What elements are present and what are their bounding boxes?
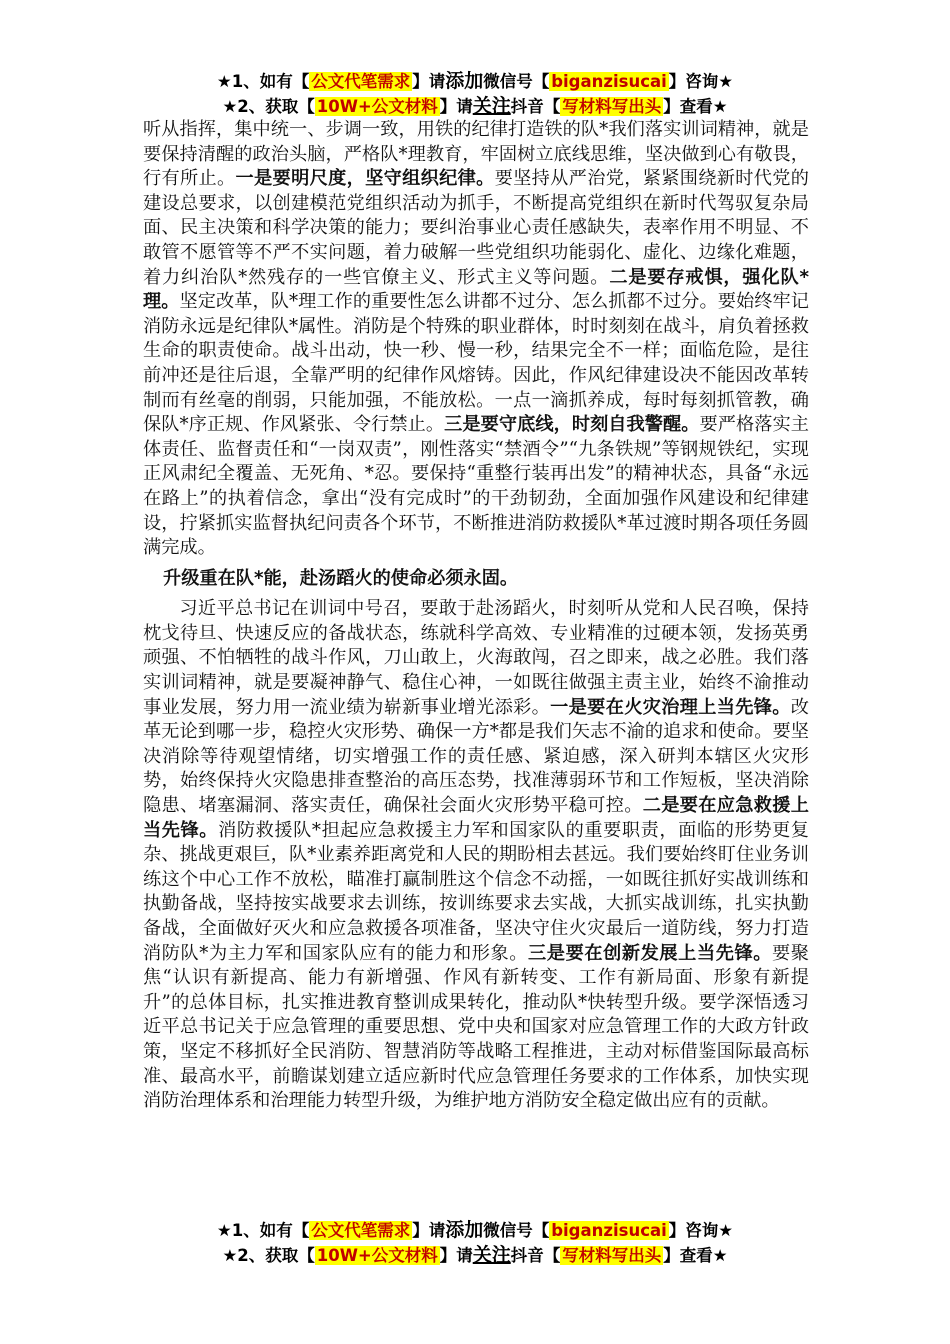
paragraph-text: 要严格落实主体责任、监督责任和“一岗双责”，刚性落实“禁酒令”“九条铁规”等钢规铁纪，实现正风肃纪全覆盖、无死角、*忍。要保持“重整行装再出发”的精神状态，具备“永远在路上”的执着信念，拿出“没有完成时”的干劲韧劲，全面加强作风建设和纪律建设，拧紧抓实监督执纪问责各个环节，不断推进消防救援队*革过渡时期各项任务圆满完成。 xyxy=(143,414,809,559)
promo-emphasis: 添加 xyxy=(445,1219,484,1241)
promo-suffix: 】查看★ xyxy=(663,97,728,116)
paragraph-text: 习近平总书记在训词中号召，要敢于赴汤蹈火，时刻听从党和人民召唤，保持枕戈待旦、快速反应的备战状态，练就科学高效、专业精准的过硬本领，发扬英勇顽强、不怕牺牲的战斗作风，刀山敢上，火海敢闯，召之即来，战之必胜。我们落实训词精神，就是要凝神静气、稳住心神，一如既往做强主责主业，始终不渝推动事业发展，努力用一流业绩为崭新事业增光添彩。 xyxy=(143,598,809,718)
promo-highlight: 公文代笔需求 xyxy=(311,1221,411,1240)
promo-highlight: 公文代笔需求 xyxy=(311,72,411,91)
paragraph-text: 消防救援队*担起应急救援主力军和国家队的重要职责，面临的形势更复杂、挑战更艰巨，队*业素养距离党和人民的期盼相去甚远。我们要始终盯住业务训练这个中心工作不放松，瞄准打赢制胜这个信念不动摇，一如既往抓好实战训练和执勤备战，坚持按实战要求去训练，按训练要求去实战，大抓实战训练，扎实执勤备战，全面做好灭火和应急救援各项准备，坚决守住火灾最后一道防线，努力打造消防队*为主力军和国家队应有的能力和形象。 xyxy=(143,819,809,964)
bold-lead-sentence: 三是要在创新发展上当先锋。 xyxy=(528,942,773,964)
section-heading: 升级重在队*能，赴汤蹈火的使命必须永固。 xyxy=(163,567,519,589)
bold-lead-sentence: 一是要明尺度，坚守组织纪律。 xyxy=(235,168,495,190)
promo-line-2 xyxy=(0,94,950,119)
promo-text: 微信号【 xyxy=(483,1221,550,1240)
promo-douyin-name: 写材料写出头 xyxy=(562,1246,662,1265)
bold-lead-sentence: 二是要在应急救援上当先锋。 xyxy=(143,795,809,841)
paragraph xyxy=(143,118,809,561)
paragraph-text: 要聚焦“认识有新提高、能力有新增强、作风有新转变、工作有新局面、形象有新提升”的总体目标，扎实推进教育整训成果转化，推动队*快转型升级。要学深悟透习近平总书记关于应急管理的重要思想、党中央和国家对应急管理工作的大政方针政策，坚定不移抓好全民消防、智慧消防等战略工程推进，主动对标借鉴国际最高标准、最高水平，前瞻谋划建立适应新时代应急管理任务要求的工作体系，加快实现消防治理体系和治理能力转型升级，为维护地方消防安全稳定做出应有的贡献。 xyxy=(143,942,809,1112)
promo-text: 抖音【 xyxy=(510,1246,561,1265)
promo-text: 】请 xyxy=(412,72,446,91)
promo-line-2-footer xyxy=(0,1243,950,1268)
promo-line-1-footer xyxy=(0,1218,950,1243)
paragraph-text: 坚定改革，队*理工作的重要性怎么讲都不过分、怎么抓都不过分。要始终牢记消防永远是纪律队*属性。消防是个特殊的职业群体，时时刻刻在战斗，肩负着拯救生命的职责使命。战斗出动，快一秒、慢一秒，结果完全不一样；面临危险，是往前冲还是往后退，全靠严明的纪律作风熔铸。因此，作风纪律建设决不能因改革转制而有丝毫的削弱，只能加强，不能放松。一点一滴抓养成，每时每刻抓管教，确保队*序正规、作风紧张、令行禁止。 xyxy=(143,291,809,436)
promo-suffix: 】咨询★ xyxy=(668,1221,734,1240)
promo-text: 抖音【 xyxy=(510,97,561,116)
promo-text: 】请 xyxy=(439,1246,473,1265)
promo-text: 】请 xyxy=(412,1221,446,1240)
promo-prefix: ★2、获取【 xyxy=(222,97,315,116)
promo-prefix: ★1、如有【 xyxy=(216,72,310,91)
bold-lead-sentence: 三是要守底线，时刻自我警醒。 xyxy=(444,414,700,436)
promo-suffix: 】查看★ xyxy=(663,1246,728,1265)
promo-emphasis: 关注 xyxy=(472,95,511,117)
promo-text: 微信号【 xyxy=(483,72,550,91)
promo-suffix: 】咨询★ xyxy=(668,72,734,91)
promo-prefix: ★1、如有【 xyxy=(216,1221,310,1240)
promo-douyin-name: 写材料写出头 xyxy=(562,97,662,116)
paragraph-text: 要坚持从严治党，紧紧围绕新时代党的建设总要求，以创建模范党组织活动为抓手，不断提高党组织在新时代驾驭复杂局面、民主决策和科学决策的能力；要纠治事业心责任感缺失，表率作用不明显、不敢管不愿管等不严不实问题，着力破解一些党组织功能弱化、虚化、边缘化难题，着力纠治队*然残存的一些官僚主义、形式主义等问题。 xyxy=(143,168,809,288)
promo-prefix: ★2、获取【 xyxy=(222,1246,315,1265)
promo-wechat-id: biganzisucai xyxy=(551,72,667,91)
promo-line-1 xyxy=(0,69,950,94)
paragraph-text: 听从指挥，集中统一、步调一致，用铁的纪律打造铁的队*我们落实训词精神，就是要保持清醒的政治头脑，严格队*理教育，牢固树立底线思维，坚决做到心有敬畏，行有所止。 xyxy=(143,119,809,190)
promo-text: 】请 xyxy=(439,97,473,116)
bold-lead-sentence: 二是要存戒惧，强化队*理。 xyxy=(143,266,809,313)
promo-highlight: 10W+公文材料 xyxy=(316,1246,438,1265)
promo-emphasis: 添加 xyxy=(445,70,484,92)
article-body xyxy=(143,118,809,1114)
promo-emphasis: 关注 xyxy=(472,1244,511,1266)
promo-highlight: 10W+公文材料 xyxy=(316,97,438,116)
promo-wechat-id: biganzisucai xyxy=(551,1221,667,1240)
paragraph-text: 改革无论到哪一步，稳控火灾形势、确保一方*都是我们矢志不渝的追求和使命。要坚决消除等待观望情绪，切实增强工作的责任感、紧迫感，深入研判本辖区火灾形势，始终保持火灾隐患排查整治的高压态势，找准薄弱环节和工作短板，坚决消除隐患、堵塞漏洞、落实责任，确保社会面火灾形势平稳可控。 xyxy=(143,696,809,817)
bold-lead-sentence: 一是要在火灾治理上当先锋。 xyxy=(550,696,791,718)
paragraph xyxy=(143,597,809,1113)
